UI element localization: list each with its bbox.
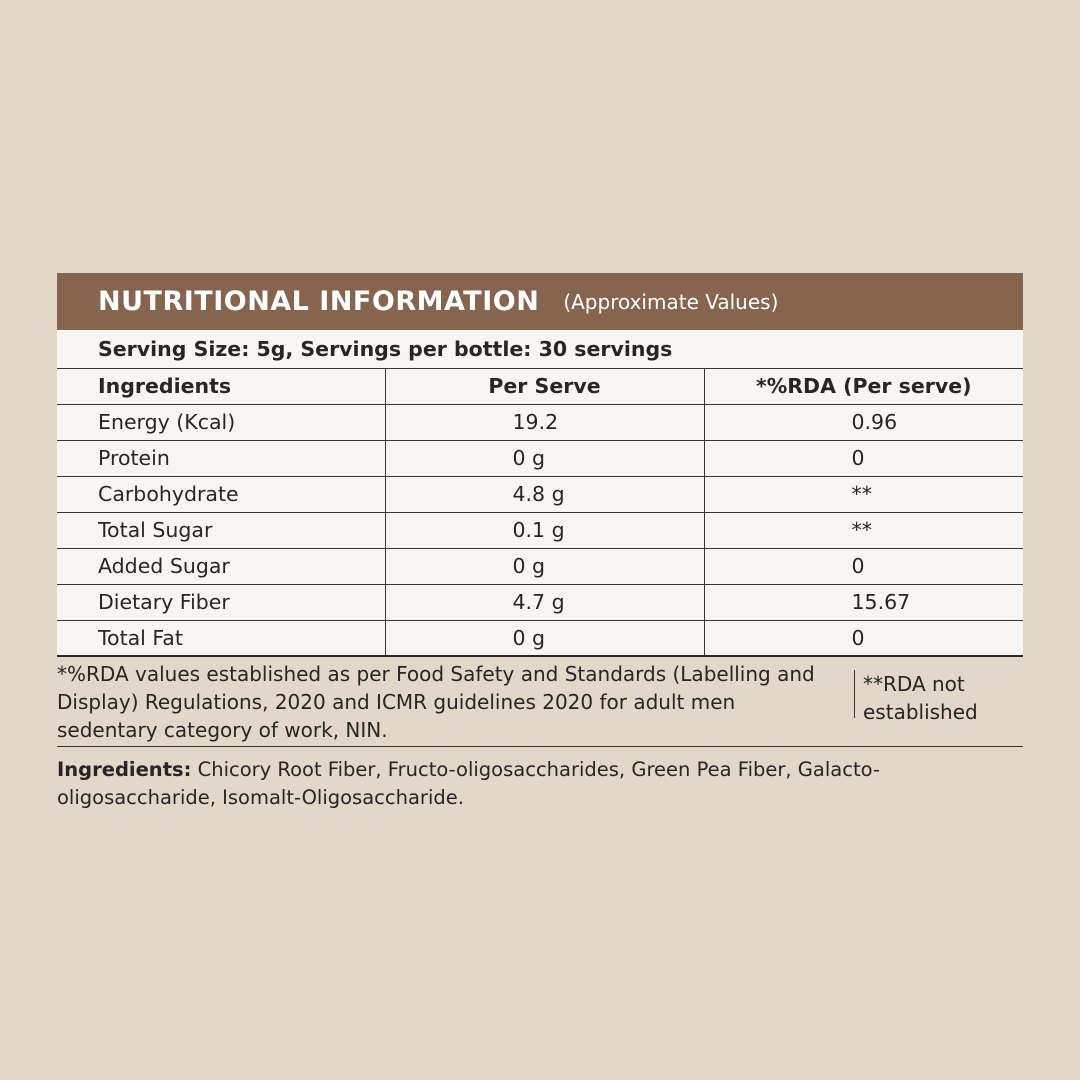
rda-footnote: *%RDA values established as per Food Safety and Standards (Labelling and Display) Regulations, 2020 and ICMR guidelines 2020 for adult men sedentary category of work, NIN. — [57, 662, 815, 742]
rda-not-established-note — [854, 670, 1023, 724]
footnote-section — [57, 657, 1023, 747]
nutrient-name: Energy (Kcal) — [57, 404, 385, 440]
rda-value: 0.96 — [704, 404, 1023, 440]
rda-value: 0 — [704, 620, 1023, 656]
per-serve-value: 0.1 g — [385, 512, 704, 548]
panel-header — [57, 273, 1023, 330]
column-header-ingredients: Ingredients — [57, 368, 385, 404]
nutrition-table — [57, 330, 1023, 657]
table-header-row — [57, 368, 1023, 404]
nutrient-name: Added Sugar — [57, 548, 385, 584]
per-serve-value: 4.7 g — [385, 584, 704, 620]
column-header-rda: *%RDA (Per serve) — [704, 368, 1023, 404]
rda-value: 0 — [704, 548, 1023, 584]
table-row — [57, 620, 1023, 656]
nutrient-name: Protein — [57, 440, 385, 476]
table-row — [57, 512, 1023, 548]
nutrition-panel — [57, 273, 1023, 812]
rda-not-established-line-2: established — [863, 700, 978, 724]
per-serve-value: 0 g — [385, 620, 704, 656]
ingredients-list — [57, 747, 1023, 812]
panel-title: NUTRITIONAL INFORMATION — [98, 286, 540, 317]
rda-value: ** — [704, 512, 1023, 548]
rda-value: 15.67 — [704, 584, 1023, 620]
serving-row — [57, 330, 1023, 368]
ingredients-label: Ingredients: — [57, 758, 192, 781]
rda-not-established-line-1: **RDA not — [863, 672, 965, 696]
nutrient-name: Total Fat — [57, 620, 385, 656]
panel-subtitle: (Approximate Values) — [563, 289, 779, 314]
table-row — [57, 584, 1023, 620]
nutrient-name: Total Sugar — [57, 512, 385, 548]
table-row — [57, 404, 1023, 440]
column-header-per-serve: Per Serve — [385, 368, 704, 404]
per-serve-value: 0 g — [385, 548, 704, 584]
table-row — [57, 440, 1023, 476]
rda-value: 0 — [704, 440, 1023, 476]
per-serve-value: 4.8 g — [385, 476, 704, 512]
rda-value: ** — [704, 476, 1023, 512]
nutrient-name: Carbohydrate — [57, 476, 385, 512]
table-row — [57, 548, 1023, 584]
per-serve-value: 0 g — [385, 440, 704, 476]
nutrient-name: Dietary Fiber — [57, 584, 385, 620]
table-row — [57, 476, 1023, 512]
ingredients-text: Chicory Root Fiber, Fructo-oligosaccharides, Green Pea Fiber, Galacto-oligosaccharide, Isomalt-Oligosaccharide. — [57, 758, 880, 809]
per-serve-value: 19.2 — [385, 404, 704, 440]
serving-info: Serving Size: 5g, Servings per bottle: 30 servings — [57, 330, 1023, 368]
